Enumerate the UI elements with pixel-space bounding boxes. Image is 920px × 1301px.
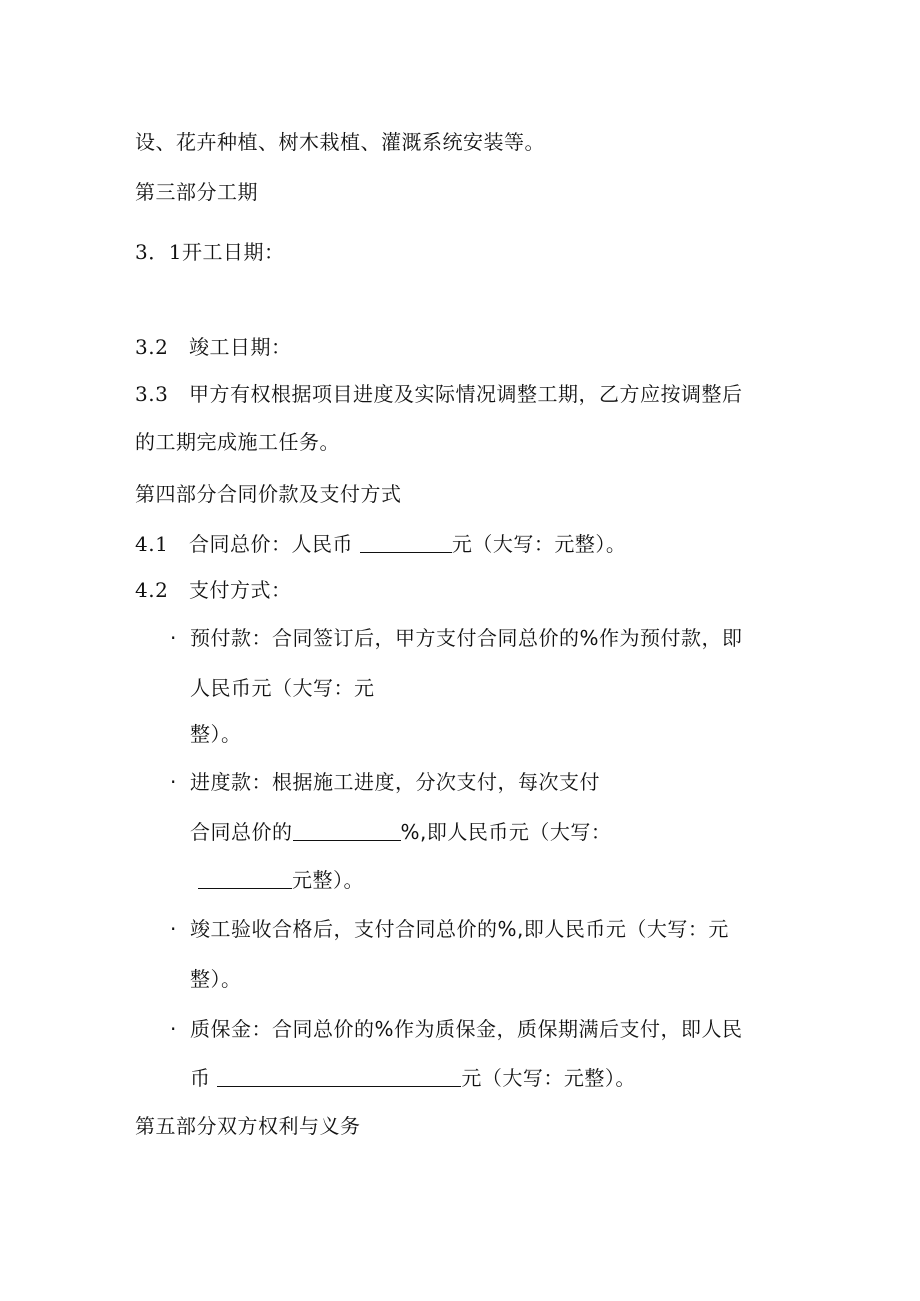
- clause-4-1-prefix: 合同总价：人民币: [189, 532, 353, 556]
- warranty-amount-blank[interactable]: [217, 1066, 461, 1087]
- clause-3-2-text: 竣工日期：: [189, 335, 292, 359]
- amount-blank[interactable]: [360, 532, 452, 553]
- clause-4-1-suffix: 元（大写：元整）。: [451, 532, 627, 556]
- bullet-3-line-2: 整）。: [190, 967, 242, 991]
- bullet-4-line-2: [190, 1064, 636, 1092]
- clause-3-3: [135, 380, 743, 408]
- clause-3-1-number: 3．1: [135, 240, 182, 264]
- clause-3-3-number: 3.3: [135, 382, 169, 406]
- clause-3-3-text: 甲方有权根据项目进度及实际情况调整工期，乙方应按调整后: [189, 382, 743, 406]
- clause-3-3-continuation: 的工期完成施工任务。: [135, 430, 340, 454]
- clause-4-1-number: 4.1: [135, 532, 169, 556]
- bullet-4-line-1: 质保金：合同总价的%作为质保金，质保期满后支付，即人民: [190, 1017, 743, 1041]
- clause-4-2-number: 4.2: [135, 578, 169, 602]
- bullet-1-line-2: 人民币元（大写：元: [190, 676, 375, 700]
- bullet-2-line-3-text: 元整）。: [292, 868, 364, 892]
- bullet-1-line-3: 整）。: [190, 722, 242, 746]
- bullet-dot: ·: [170, 917, 177, 941]
- bullet-2-prefix: 合同总价的: [190, 820, 293, 844]
- clause-3-2: [135, 333, 292, 361]
- bullet-2-line-2: [190, 818, 611, 846]
- bullet-4-prefix: 币: [190, 1066, 211, 1090]
- bullet-2-suffix: %,即人民币元（大写：: [400, 820, 612, 844]
- bullet-4-suffix: 元（大写：元整）。: [461, 1066, 636, 1090]
- bullet-dot: ·: [170, 1017, 177, 1041]
- clause-3-1: [135, 238, 284, 266]
- bullet-dot: ·: [170, 770, 177, 794]
- clause-4-1: [135, 530, 626, 558]
- bullet-2-line-1: 进度款：根据施工进度，分次支付，每次支付: [190, 770, 600, 794]
- paragraph-continuation: 设、花卉种植、树木栽植、灌溉系统安装等。: [135, 130, 545, 154]
- clause-4-2: [135, 576, 292, 604]
- section-4-title: 第四部分合同价款及支付方式: [135, 482, 402, 506]
- section-5-title: 第五部分双方权利与义务: [135, 1114, 361, 1138]
- section-3-title: 第三部分工期: [135, 180, 258, 204]
- clause-3-2-number: 3.2: [135, 335, 169, 359]
- clause-4-2-text: 支付方式：: [189, 578, 292, 602]
- capital-amount-blank[interactable]: [198, 868, 292, 889]
- bullet-3-line-1: 竣工验收合格后，支付合同总价的%,即人民币元（大写：元: [190, 917, 729, 941]
- clause-3-1-text: 开工日期：: [181, 240, 285, 264]
- bullet-dot: ·: [170, 626, 177, 650]
- bullet-1-line-1: 预付款：合同签订后，甲方支付合同总价的%作为预付款，即: [190, 626, 743, 650]
- percent-blank[interactable]: [293, 820, 401, 841]
- bullet-2-line-3: [198, 866, 364, 894]
